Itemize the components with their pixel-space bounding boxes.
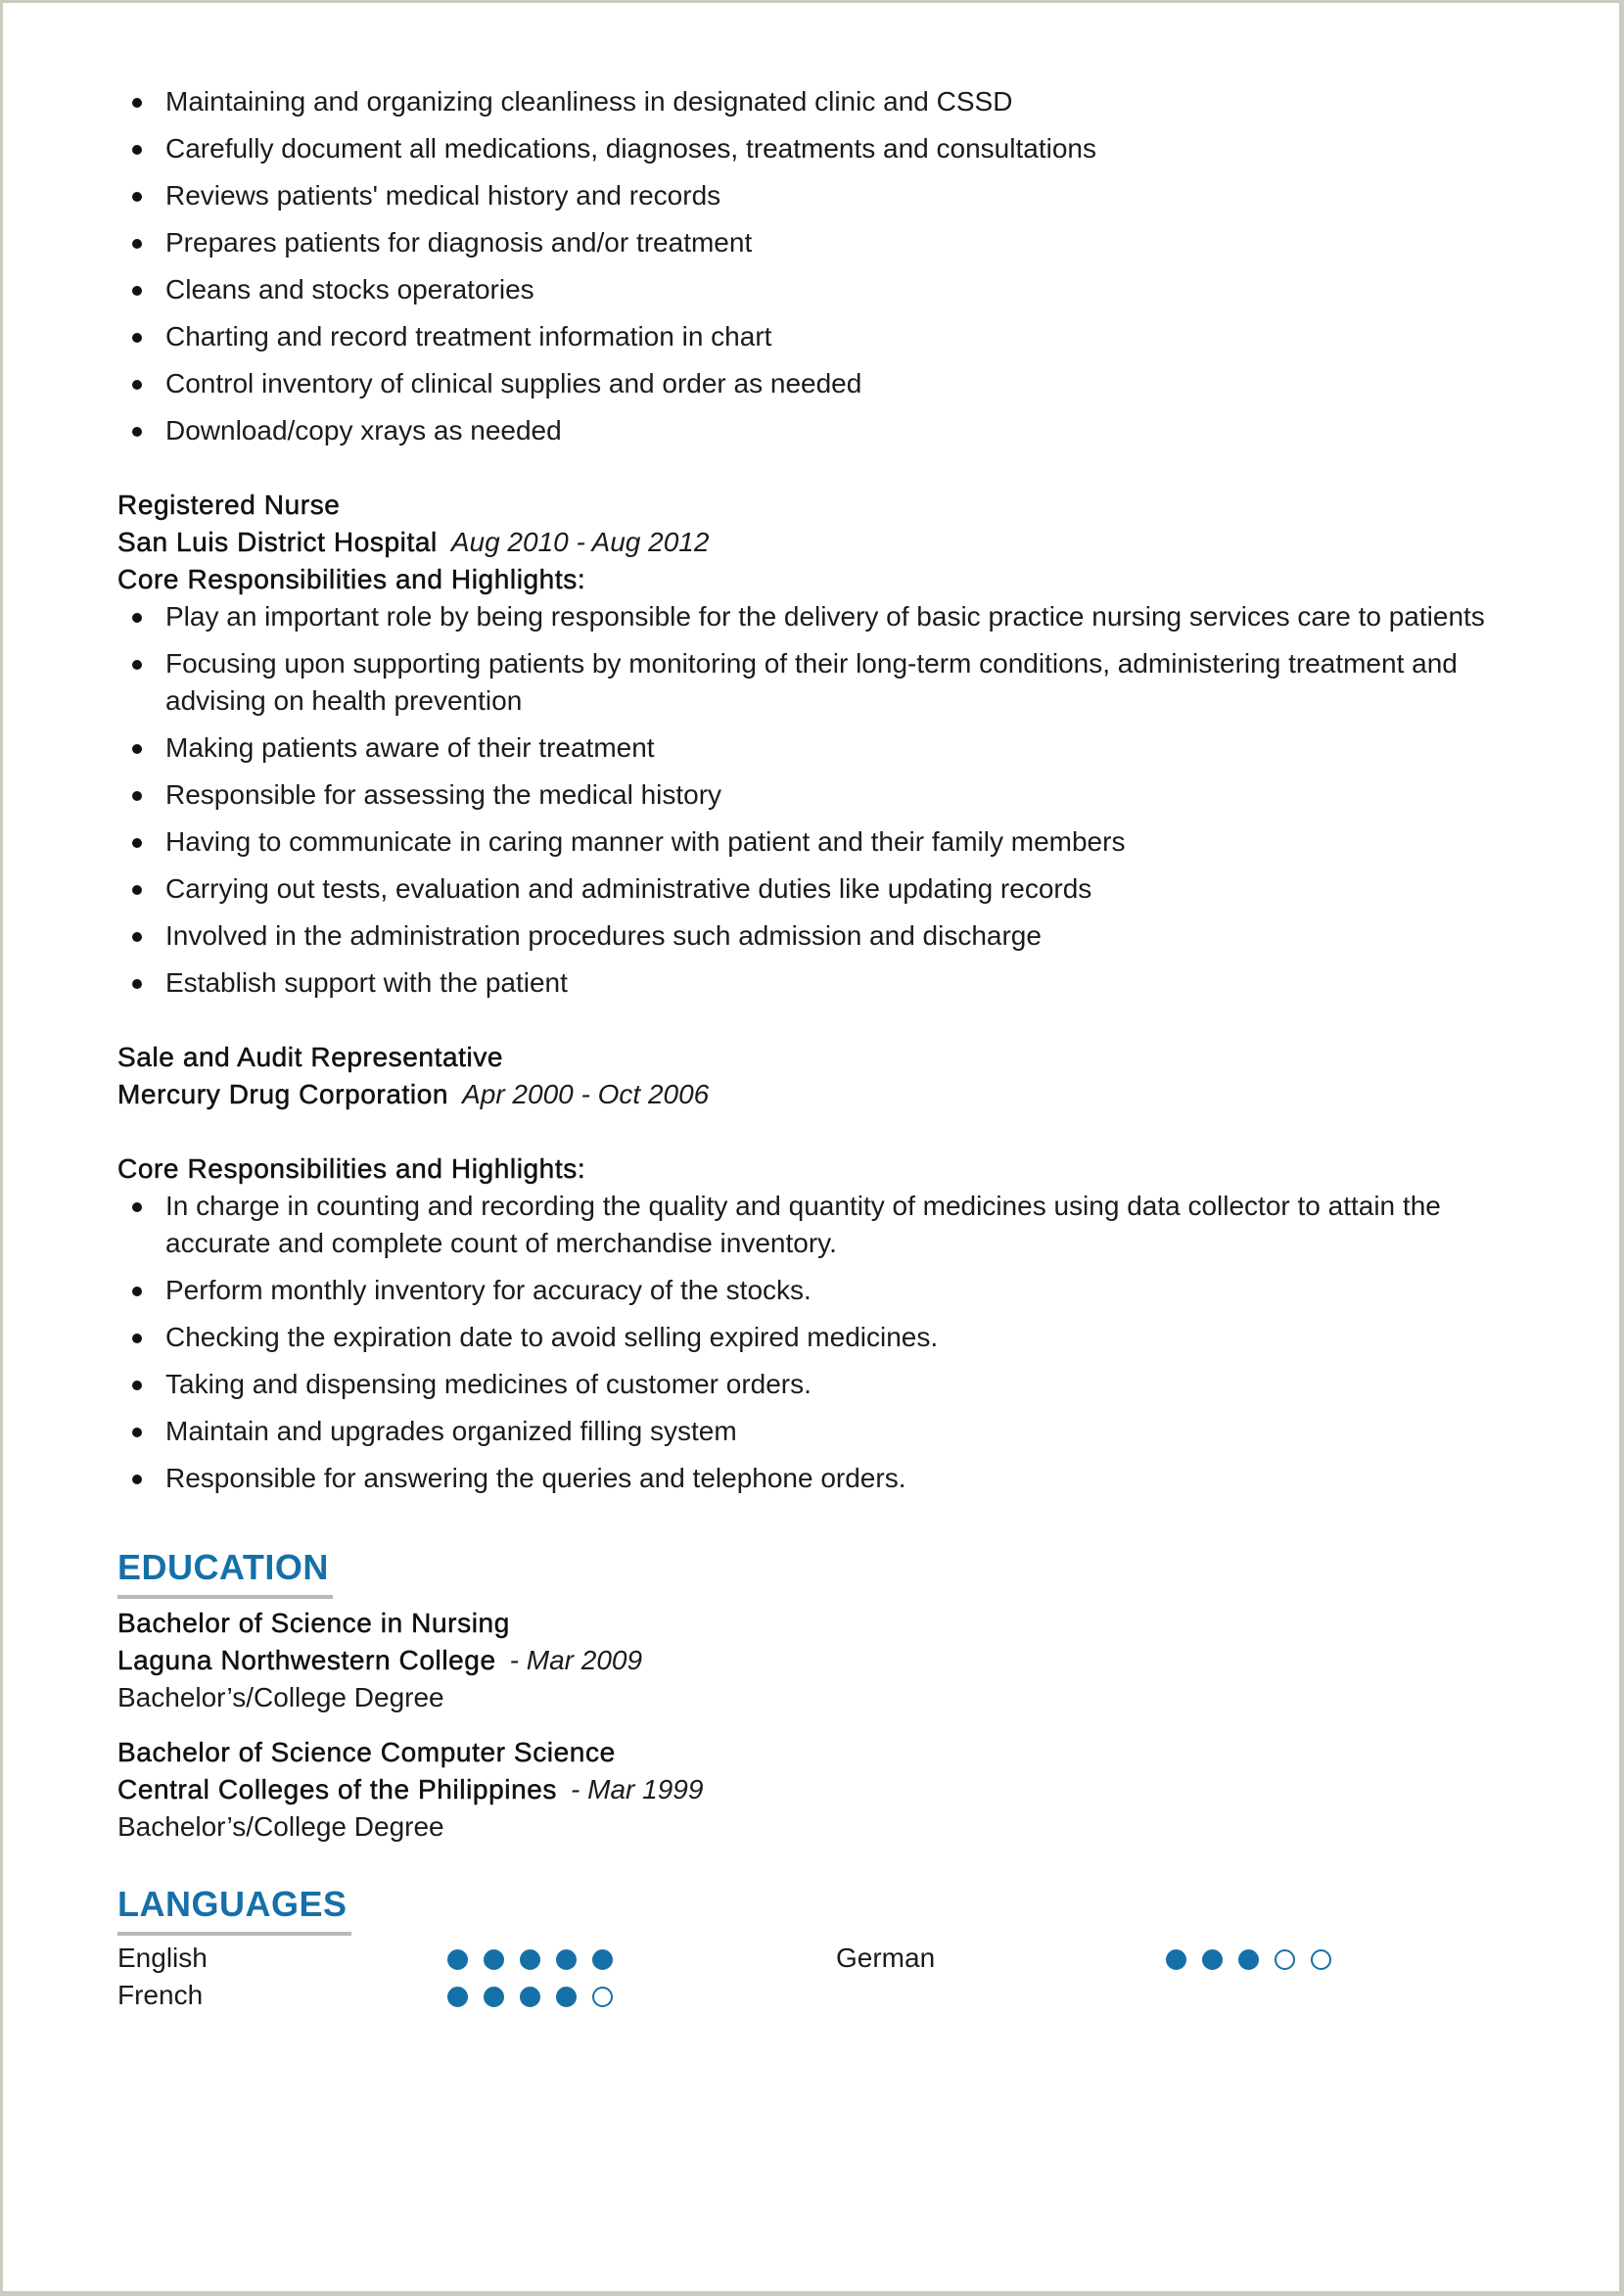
school-name: Laguna Northwestern College <box>117 1645 496 1675</box>
graduation-date: - Mar 1999 <box>571 1774 704 1804</box>
previous-job-bullets <box>117 83 1547 449</box>
list-item: Maintaining and organizing cleanliness in designated clinic and CSSD <box>117 83 1547 120</box>
job-entry-sale-audit <box>117 1039 1547 1497</box>
rating-dot-empty <box>1275 1949 1295 1970</box>
rating-dot-filled <box>447 1949 468 1970</box>
resume-page <box>3 3 1619 2291</box>
resume-content <box>117 83 1547 2018</box>
rating-dot-filled <box>1238 1949 1259 1970</box>
job-title: Registered Nurse <box>117 490 341 520</box>
rating-dot-filled <box>484 1987 504 2007</box>
list-item: Play an important role by being responsible for the delivery of basic practice nursing services care to patients <box>117 598 1547 635</box>
list-item: Reviews patients' medical history and records <box>117 177 1547 214</box>
education-entry <box>117 1605 1547 1716</box>
graduation-date: - Mar 2009 <box>509 1645 643 1675</box>
list-item: Maintain and upgrades organized filling system <box>117 1413 1547 1450</box>
language-name: English <box>117 1943 208 1973</box>
rating-dot-filled <box>520 1987 540 2007</box>
list-item: Control inventory of clinical supplies and order as needed <box>117 365 1547 402</box>
languages-grid <box>117 1940 1547 2018</box>
rating-dot-empty <box>1311 1949 1331 1970</box>
list-item: Taking and dispensing medicines of customer orders. <box>117 1366 1547 1403</box>
list-item: Download/copy xrays as needed <box>117 412 1547 449</box>
rating-dot-empty <box>592 1987 613 2007</box>
rating-dot-filled <box>447 1987 468 2007</box>
company-name: San Luis District Hospital <box>117 527 438 557</box>
degree-name: Bachelor of Science in Nursing <box>117 1608 510 1638</box>
list-item: Carrying out tests, evaluation and administrative duties like updating records <box>117 870 1547 908</box>
language-name: German <box>836 1943 936 1973</box>
education-entry <box>117 1734 1547 1846</box>
list-item: Responsible for answering the queries and telephone orders. <box>117 1460 1547 1497</box>
rating-dot-filled <box>1202 1949 1223 1970</box>
degree-level: Bachelor’s/College Degree <box>117 1811 444 1842</box>
languages-heading: LANGUAGES <box>117 1883 348 1932</box>
rating-dot-filled <box>592 1949 613 1970</box>
list-item: Establish support with the patient <box>117 964 1547 1002</box>
core-responsibilities-label: Core Responsibilities and Highlights: <box>117 564 586 594</box>
language-rating-french <box>447 1987 628 2010</box>
core-responsibilities-label: Core Responsibilities and Highlights: <box>117 1153 586 1184</box>
language-rating-german <box>1166 1949 1347 1973</box>
list-item: Carefully document all medications, diagnoses, treatments and consultations <box>117 130 1547 167</box>
school-name: Central Colleges of the Philippines <box>117 1774 558 1804</box>
rating-dot-filled <box>556 1949 577 1970</box>
language-rating-english <box>447 1949 628 1973</box>
degree-level: Bachelor’s/College Degree <box>117 1682 444 1712</box>
language-name: French <box>117 1980 204 2010</box>
list-item: Involved in the administration procedures such admission and discharge <box>117 917 1547 955</box>
list-item: Checking the expiration date to avoid selling expired medicines. <box>117 1319 1547 1356</box>
job-entry-registered-nurse <box>117 487 1547 1002</box>
rating-dot-filled <box>1166 1949 1186 1970</box>
languages-section <box>117 1883 1547 2018</box>
list-item: In charge in counting and recording the quality and quantity of medicines using data collector to attain the accurate and complete count of merchandise inventory. <box>117 1188 1547 1262</box>
rating-dot-filled <box>556 1987 577 2007</box>
rating-dot-filled <box>520 1949 540 1970</box>
list-item: Charting and record treatment information in chart <box>117 318 1547 355</box>
job-bullets <box>117 1188 1547 1497</box>
job-title: Sale and Audit Representative <box>117 1042 504 1072</box>
education-heading: EDUCATION <box>117 1546 329 1595</box>
list-item: Cleans and stocks operatories <box>117 271 1547 308</box>
list-item: Having to communicate in caring manner with patient and their family members <box>117 823 1547 861</box>
job-dates: Aug 2010 - Aug 2012 <box>450 527 710 557</box>
company-name: Mercury Drug Corporation <box>117 1079 449 1109</box>
list-item: Focusing upon supporting patients by monitoring of their long-term conditions, administering treatment and advising on health prevention <box>117 645 1547 720</box>
degree-name: Bachelor of Science Computer Science <box>117 1737 616 1767</box>
education-section <box>117 1546 1547 1846</box>
list-item: Prepares patients for diagnosis and/or treatment <box>117 224 1547 261</box>
job-dates: Apr 2000 - Oct 2006 <box>462 1079 710 1109</box>
list-item: Making patients aware of their treatment <box>117 729 1547 767</box>
job-bullets <box>117 598 1547 1002</box>
list-item: Responsible for assessing the medical history <box>117 776 1547 814</box>
rating-dot-filled <box>484 1949 504 1970</box>
list-item: Perform monthly inventory for accuracy of the stocks. <box>117 1272 1547 1309</box>
